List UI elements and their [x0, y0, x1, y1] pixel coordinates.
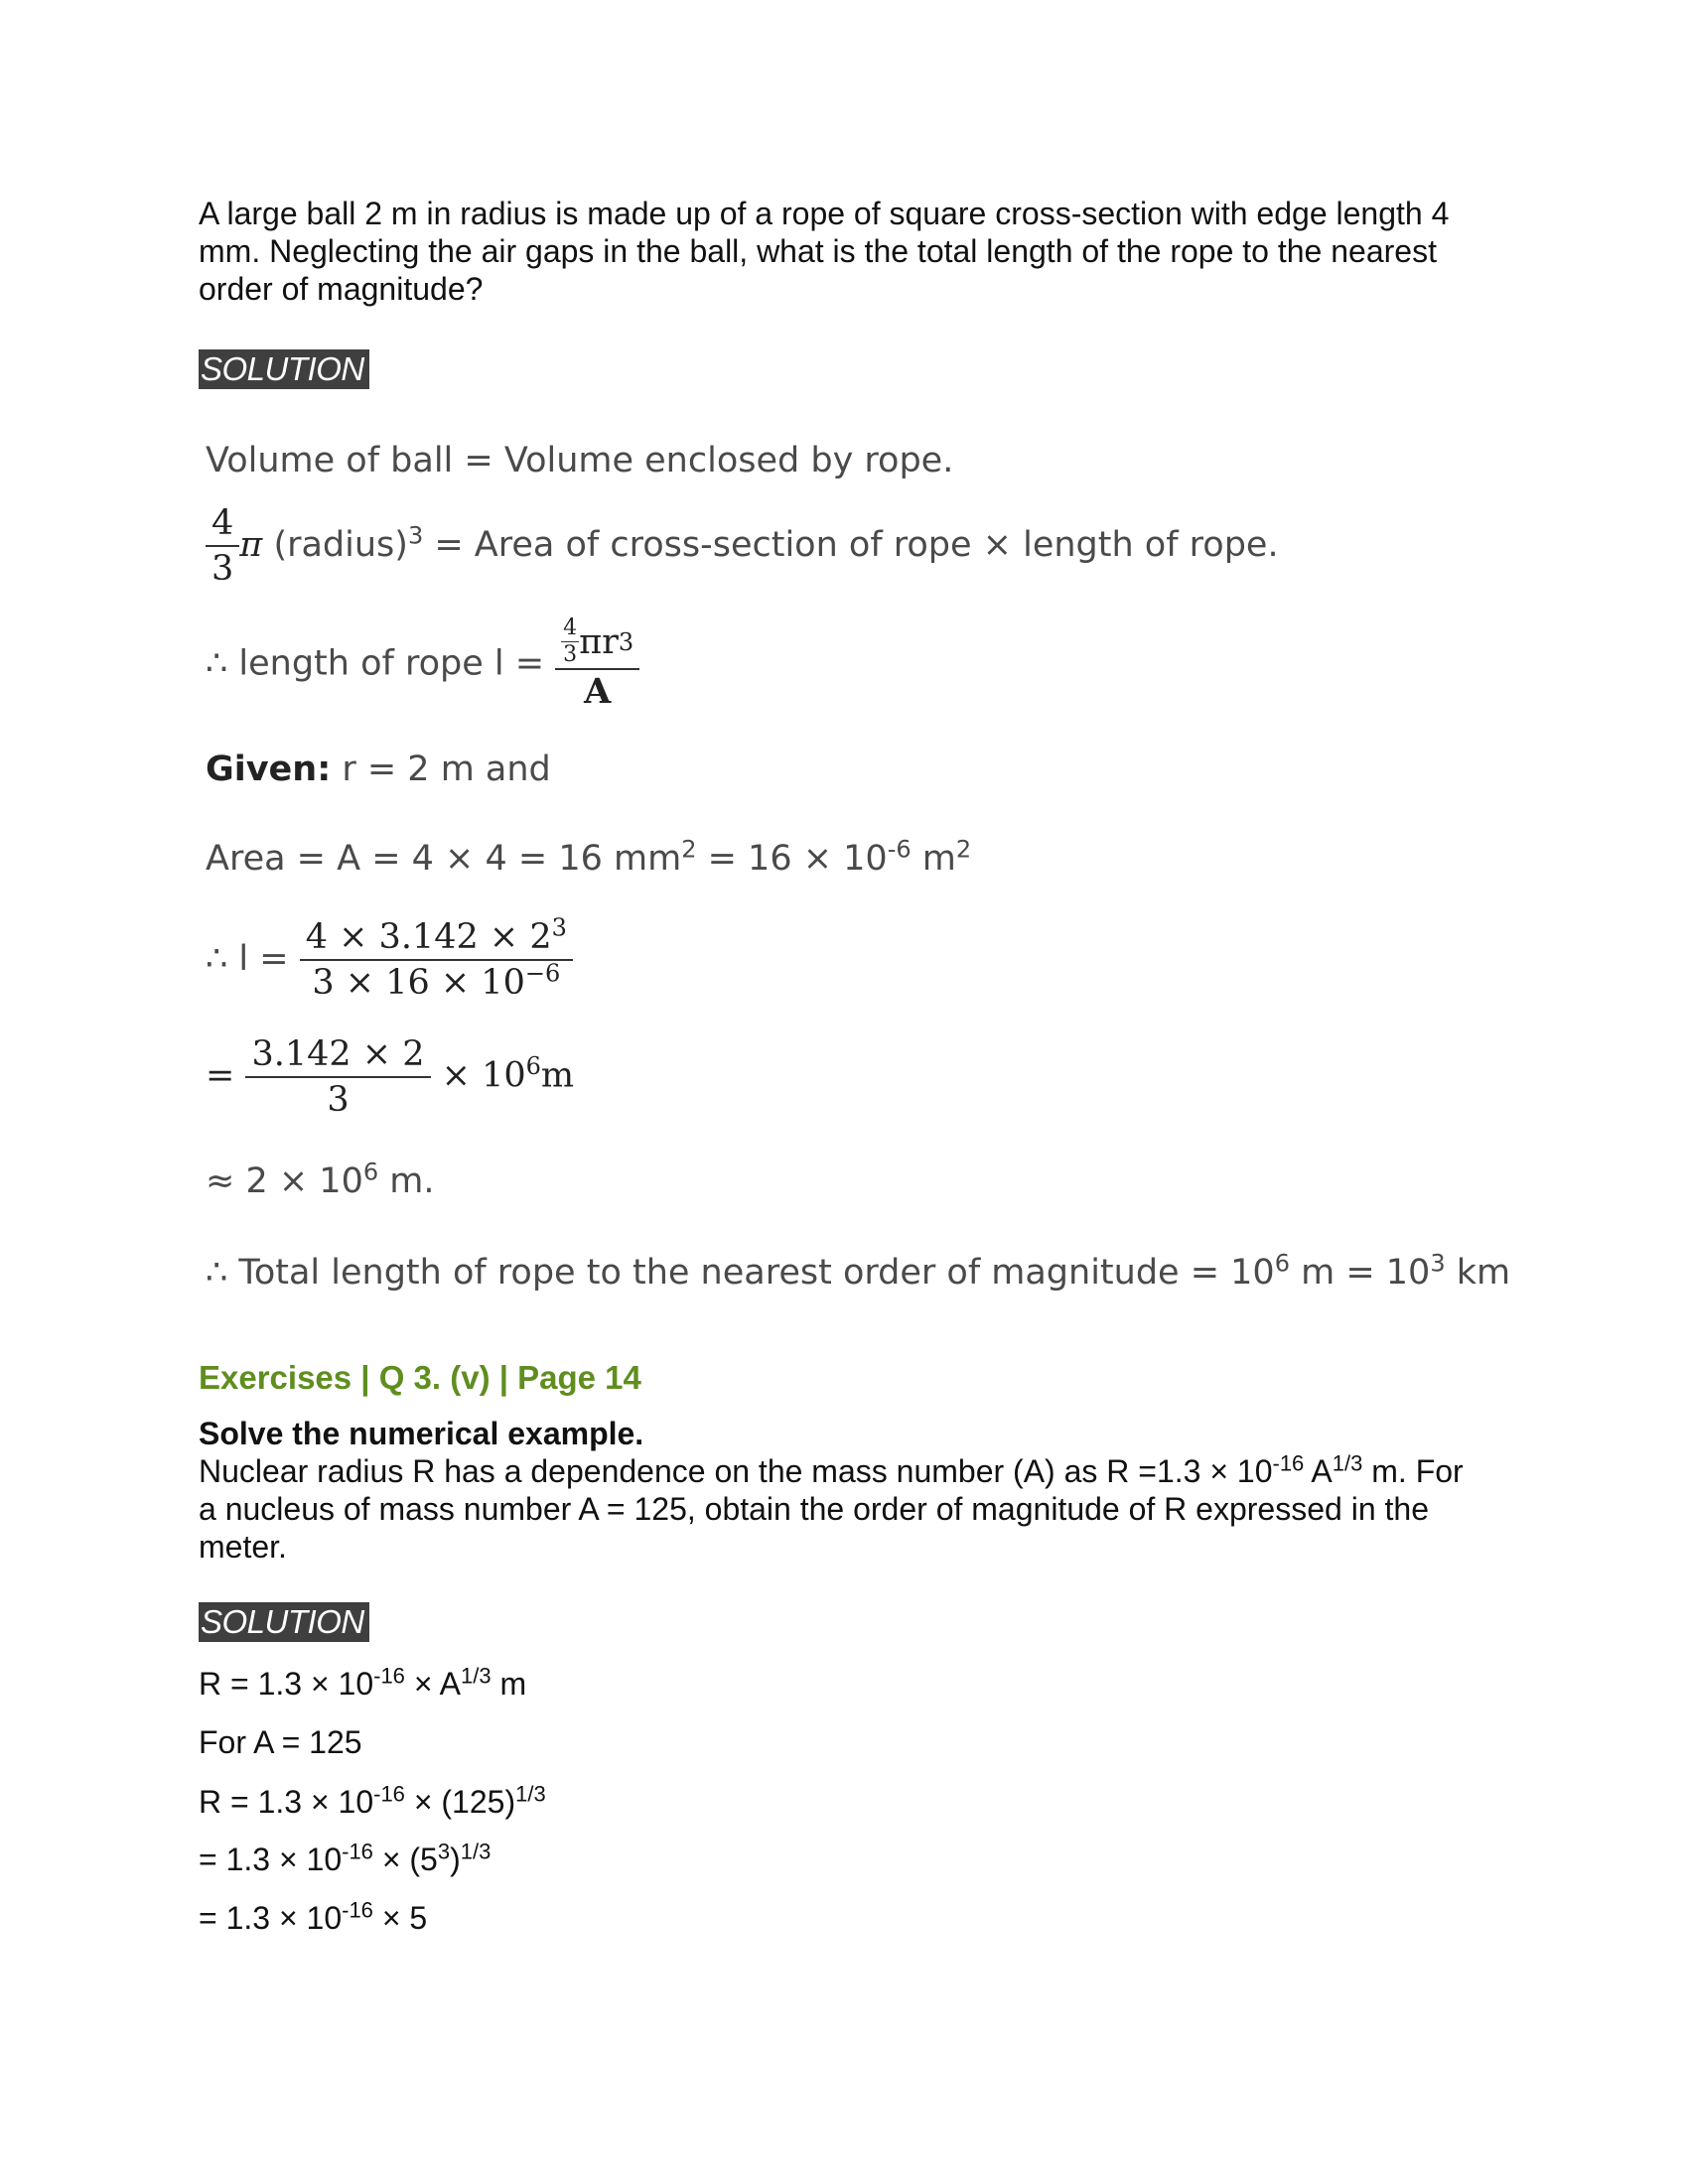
solution-badge-2: SOLUTION: [199, 1602, 369, 1642]
problem-1-text: A large ball 2 m in radius is made up of a rope of square cross-section with edge length 4 mm. Neglecting the air gaps in the ball, what is the total length of the rope to the nearest order of magnitude?: [199, 196, 1450, 307]
sol1-line-total: ∴ Total length of rope to the nearest order of magnitude = $10^6$ $m = 10^3$ km: [206, 1249, 1511, 1293]
fraction-simplify: $\frac{3.142 \times 2}{3}$: [245, 1032, 430, 1122]
solution-badge-1: SOLUTION: [199, 349, 369, 389]
sol2-line-substitute: $R = 1.3 \times 10^{-16} \times (125)^{1/3}$: [199, 1781, 546, 1820]
sol1-line-simplify: = $\frac{3.142 \times 2}{3}$ × $10^6m$: [206, 1034, 575, 1120]
sol1-line-length-formula: ∴ length of rope l = $\frac{4}{3}$ πr 3 A: [206, 615, 639, 714]
sol2-line-for-a: For A = 125: [199, 1724, 362, 1760]
sol2-line-formula: $R = 1.3 \times 10^{-16} \times A^{1/3}$ m: [199, 1663, 527, 1702]
fraction-small-four-thirds: $\frac{4}{3}$: [563, 615, 578, 667]
sol1-line-l-calc: ∴ l = $\frac{4 \times 3.142 \times 2^3}{3 \times 16 \times 10^{-6}}$: [206, 915, 573, 1005]
sol1-line-formula: $\frac{4}{3}$ π (radius)$^3$ = Area of cross-section of rope × length of rope.: [206, 501, 1279, 591]
sol1-line-area: Area = A = 4 × 4 = 16 $mm^2 = 16 \times 10^{-6}$ $m^2$: [206, 835, 972, 879]
sol2-line-result: = $1.3 \times 10^{-16} \times 5$: [199, 1897, 428, 1936]
problem-2-title: Solve the numerical example.: [199, 1416, 644, 1451]
sol1-line-approx: ≈ $2 \times 10^6$ m.: [206, 1158, 435, 1201]
exercise-heading: Exercises | Q 3. (v) | Page 14: [199, 1359, 641, 1396]
fraction-length: $\frac{4}{3}$ πr 3 A: [555, 615, 639, 714]
problem-2-text: Nuclear radius R has a dependence on the mass number (A) as $R =1.3 \times 10^{-16}$ $A^{1/3}$ m. For a nucleus of mass number A = 125, obtain the order of magnitude of R expressed in the meter.: [199, 1450, 1464, 1565]
sol1-line-volume: Volume of ball = Volume enclosed by rope.: [206, 441, 954, 480]
fraction-l-calc: $\frac{4 \times 3.142 \times 2^3}{3 \times 16 \times 10^{-6}}$: [300, 915, 573, 1005]
sol2-line-cube: = $1.3 \times 10^{-16} \times (5^3)^{1/3}$: [199, 1839, 492, 1877]
sol1-line-given: Given: r = 2 m and: [206, 750, 551, 789]
fraction-four-thirds: $\frac{4}{3}$: [206, 501, 239, 591]
